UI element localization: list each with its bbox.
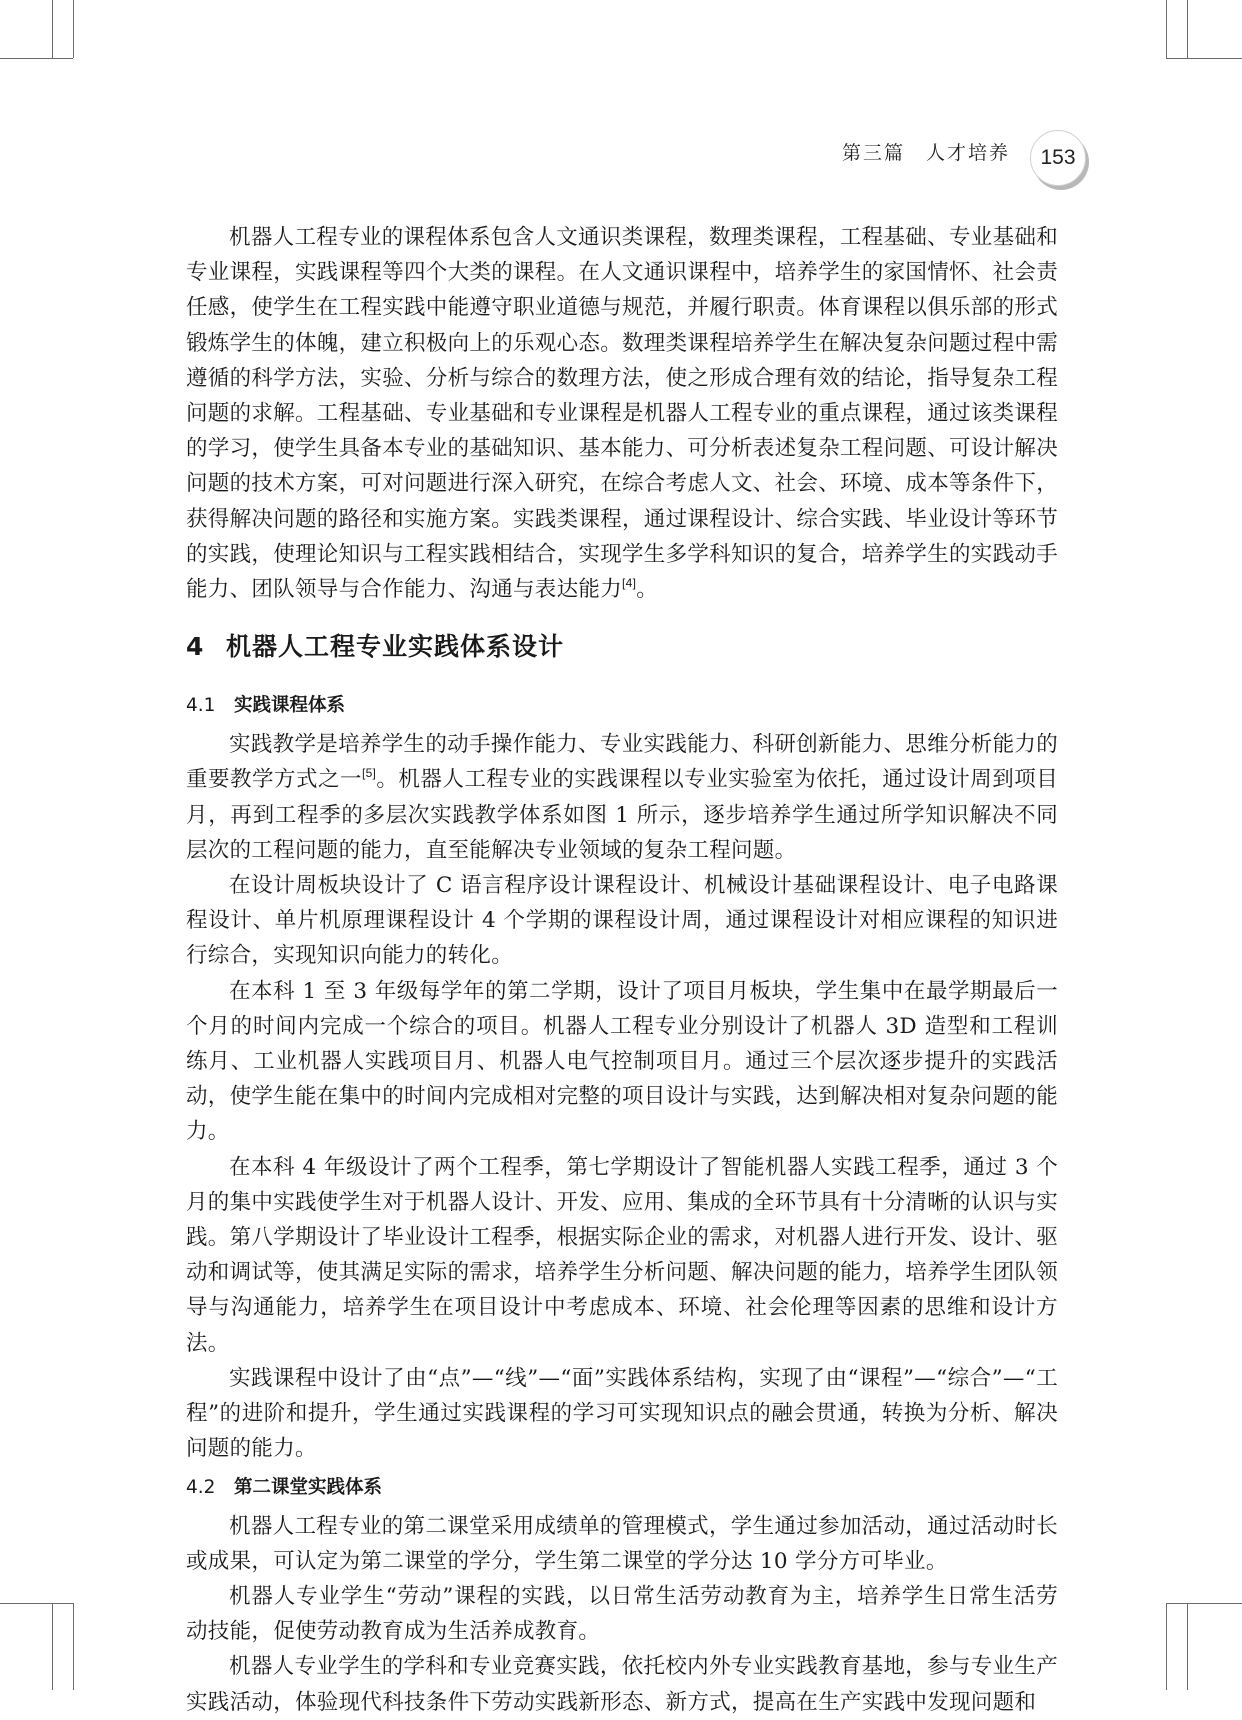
crop-mark-bottom-left-v2 [73,1603,74,1690]
crop-mark-bottom-left-v1 [52,1603,53,1690]
subsection-heading [186,1471,1058,1505]
citation: [5] [361,766,377,781]
paragraph: 机器人专业学生的学科和专业竞赛实践，依托校内外专业实践教育基地，参与专业生产实践活动，体验现代科技条件下劳动实践新形态、新方式，提高在生产实践中发现问题和 [186,1654,1058,1715]
page-number-badge [1030,130,1086,186]
page-number: 153 [1040,146,1076,169]
intro-paragraph [186,220,1058,607]
running-header-title: 第三篇 人才培养 [841,142,1010,164]
paragraph-text: 实践教学是培养学生的动手操作能力、专业实践能力、科研创新能力、思维分析能力的重要教学方式之一 [186,732,1058,793]
subsection-heading [186,689,1058,723]
paragraph: 在本科 1 至 3 年级每学年的第二学期，设计了项目月板块，学生集中在最学期最后一个月的时间内完成一个综合的项目。机器人工程专业分别设计了机器人 3D 造型和工程训练月、工业机器人实践项目月、机器人电气控制项目月。通过三个层次逐步提升的实践活动，使学生能在集中的时间内完成相对完整的项目设计与实践，达到解决相对复杂问题的能力。 [186,978,1059,1145]
crop-mark-bottom-right-h [1166,1603,1242,1604]
intro-paragraph-text: 机器人工程专业的课程体系包含人文通识类课程，数理类课程，工程基础、专业基础和专业课程，实践课程等四个大类的课程。在人文通识课程中，培养学生的家国情怀、社会责任感，使学生在工程实践中能遵守职业道德与规范，并履行职责。体育课程以俱乐部的形式锻炼学生的体魄，建立积极向上的乐观心态。数理类课程培养学生在解决复杂问题过程中需遵循的科学方法，实验、分析与综合的数理方法，使之形成合理有效的结论，指导复杂工程问题的求解。工程基础、专业基础和专业课程是机器人工程专业的重点课程，通过该类课程的学习，使学生具备本专业的基础知识、基本能力、可分析表述复杂工程问题、可设计解决问题的技术方案，可对问题进行深入研究，在综合考虑人文、社会、环境、成本等条件下，获得解决问题的路径和实施方案。实践类课程，通过课程设计、综合实践、毕业设计等环节的实践，使理论知识与工程实践相结合，实现学生多学科知识的复合，培养学生的实践动手能力、团队领导与合作能力、沟通与表达能力 [186,225,1059,603]
paragraph: 机器人工程专业的第二课堂采用成绩单的管理模式，学生通过参加活动，通过活动时长或成果，可认定为第二课堂的学分，学生第二课堂的学分达 10 学分方可毕业。 [186,1513,1058,1574]
crop-mark-top-left-h [0,58,73,59]
crop-mark-top-left-v2 [73,0,74,58]
paragraph: 在本科 4 年级设计了两个工程季，第七学期设计了智能机器人实践工程季，通过 3 个月的集中实践使学生对于机器人设计、开发、应用、集成的全环节具有十分清晰的认识与实践。第八学期设计了毕业设计工程季，根据实际企业的需求，对机器人进行开发、设计、驱动和调试等，使其满足实际的需求，培养学生分析问题、解决问题的能力，培养学生团队领导与沟通能力，培养学生在项目设计中考虑成本、环境、社会伦理等因素的思维和设计方法。 [186,1154,1059,1356]
paragraph [186,727,1058,868]
citation: [4] [622,576,637,591]
paragraph-text: 。机器人工程专业的实践课程以专业实验室为依托，通过设计周到项目月，再到工程季的多层次实践教学体系如图 1 所示，逐步培养学生通过所学知识解决不同层次的工程问题的能力，直至能解决专业领域的复杂工程问题。 [186,767,1058,863]
section-title: 机器人工程专业实践体系设计 [226,632,565,662]
subsection-number: 4.1 [186,695,216,717]
crop-mark-bottom-right-v2 [1187,1603,1188,1690]
paragraph: 实践课程中设计了由“点”—“线”—“面”实践体系结构，实现了由“课程”—“综合”—“工程”的进阶和提升，学生通过实践课程的学习可实现知识点的融会贯通，转换为分析、解决问题的能力。 [186,1365,1058,1462]
crop-mark-bottom-left-h [0,1603,73,1604]
section-number: 4 [186,632,205,662]
crop-mark-top-left-v1 [52,0,53,58]
paragraph: 机器人专业学生“劳动”课程的实践，以日常生活劳动教育为主，培养学生日常生活劳动技能，促使劳动教育成为生活养成教育。 [186,1583,1058,1645]
crop-mark-top-right-v1 [1166,0,1167,58]
paragraph: 在设计周板块设计了 C 语言程序设计课程设计、机械设计基础课程设计、电子电路课程设计、单片机原理课程设计 4 个学期的课程设计周，通过课程设计对相应课程的知识进行综合，实现知识向能力的转化。 [186,873,1058,969]
page-body [186,220,1058,1720]
section-heading [186,627,1058,667]
crop-mark-top-right-h [1166,58,1242,59]
subsection-title: 第二课堂实践体系 [234,1476,383,1498]
intro-paragraph-tail: 。 [636,577,659,603]
crop-mark-top-right-v2 [1187,0,1188,58]
subsection-number: 4.2 [186,1476,216,1498]
subsection-title: 实践课程体系 [234,695,346,717]
crop-mark-bottom-right-v1 [1166,1603,1167,1690]
